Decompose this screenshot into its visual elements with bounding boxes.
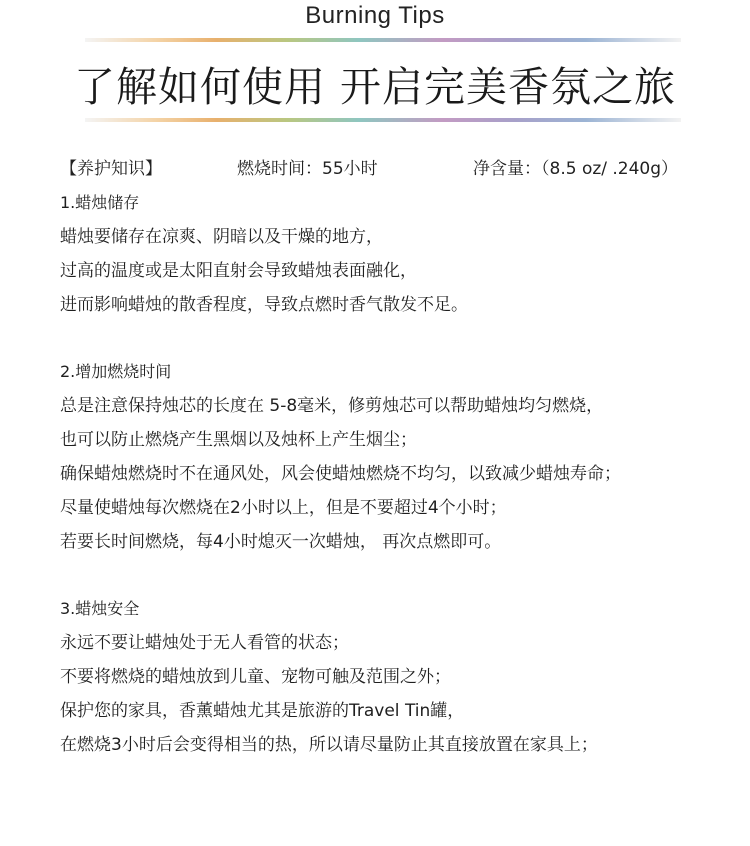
paragraph-line: 尽量使蜡烛每次燃烧在2小时以上，但是不要超过4个小时；: [60, 498, 507, 518]
tips-content: [60, 186, 720, 795]
paragraph-line: 确保蜡烛燃烧时不在通风处，风会使蜡烛燃烧不均匀，以致减少蜡烛寿命；: [60, 464, 621, 484]
care-knowledge-label: 【养护知识】: [60, 159, 162, 179]
section-heading: 2.增加燃烧时间: [60, 362, 172, 381]
section-candle-safety: [60, 592, 720, 762]
net-content: 净含量：（8.5 oz/ .240g）: [473, 159, 679, 179]
section-heading: 3.蜡烛安全: [60, 599, 140, 618]
paragraph-line: 总是注意保持烛芯的长度在 5-8毫米，修剪烛芯可以帮助蜡烛均匀燃烧，: [60, 396, 604, 416]
info-row: [60, 154, 700, 178]
paragraph-line: 保护您的家具，香薰蜡烛尤其是旅游的Travel Tin罐，: [60, 701, 465, 721]
paragraph-line: 不要将燃烧的蜡烛放到儿童、宠物可触及范围之外；: [60, 667, 451, 687]
paragraph-line: 蜡烛要储存在凉爽、阴暗以及干燥的地方，: [60, 227, 383, 247]
gradient-divider-bottom: [85, 118, 681, 122]
section-candle-storage: [60, 186, 720, 322]
section-burn-time: [60, 355, 720, 559]
gradient-divider-top: [85, 38, 681, 42]
paragraph-line: 也可以防止燃烧产生黑烟以及烛杯上产生烟尘；: [60, 430, 417, 450]
section-heading: 1.蜡烛储存: [60, 193, 140, 212]
paragraph-line: 在燃烧3小时后会变得相当的热，所以请尽量防止其直接放置在家具上；: [60, 735, 598, 755]
header-title: Burning Tips: [305, 2, 445, 29]
paragraph-line: 进而影响蜡烛的散香程度，导致点燃时香气散发不足。: [60, 295, 468, 315]
burn-time: 燃烧时间：55小时: [237, 159, 378, 179]
paragraph-line: 过高的温度或是太阳直射会导致蜡烛表面融化，: [60, 261, 417, 281]
paragraph-line: 永远不要让蜡烛处于无人看管的状态；: [60, 633, 349, 653]
page-title: 了解如何使用 开启完美香氛之旅: [73, 63, 677, 111]
paragraph-line: 若要长时间燃烧，每4小时熄灭一次蜡烛， 再次点燃即可。: [60, 532, 502, 552]
